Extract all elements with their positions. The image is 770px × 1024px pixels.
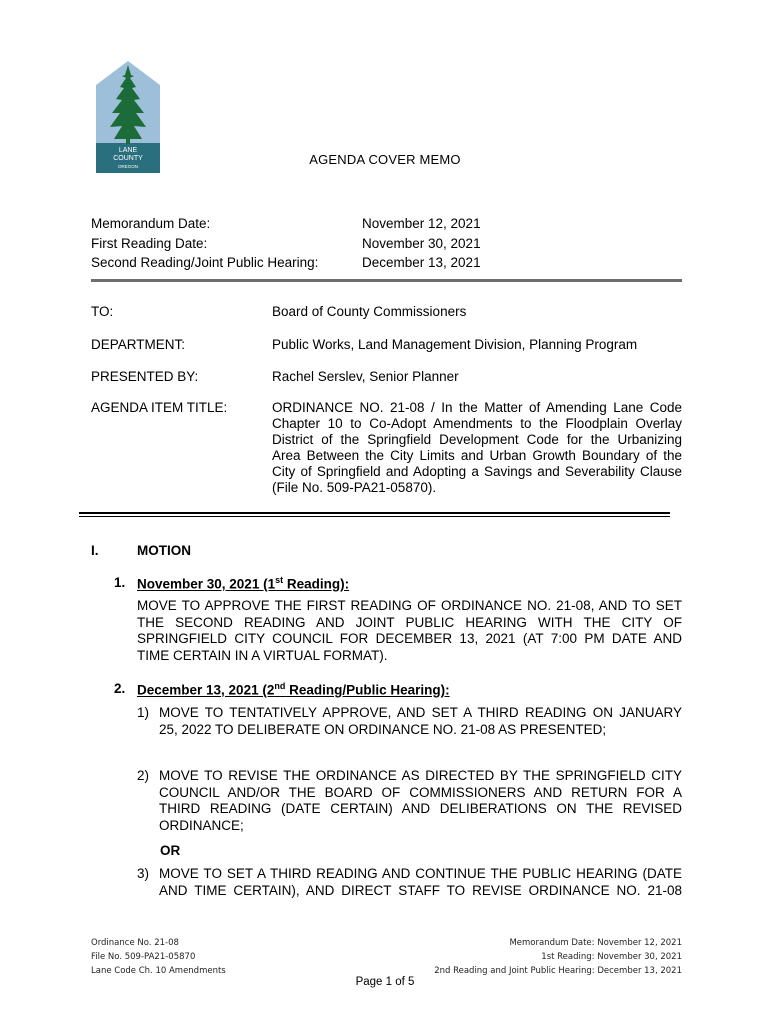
option-1-text xyxy=(159,705,682,738)
motion-2-heading-post: Reading/Public Hearing): xyxy=(285,682,450,698)
logo-text-line3: OREGON xyxy=(117,164,139,169)
option-1-number: 1) xyxy=(137,705,150,720)
motion-2-number: 2. xyxy=(114,681,126,696)
department-value: Public Works, Land Management Division, Planning Program xyxy=(272,337,638,352)
option-3-line: MOVE TO SET A THIRD READING AND CONTINUE THE PUBLIC HEARING (DATE xyxy=(159,866,682,881)
footer-lane-code: Lane Code Ch. 10 Amendments xyxy=(91,966,226,976)
first-reading-date-value: November 30, 2021 xyxy=(362,235,481,251)
agenda-title-line: District of the Springfield Development Code for the Urbanizing xyxy=(272,432,682,447)
section-divider-top xyxy=(79,512,670,514)
first-reading-date-label: First Reading Date: xyxy=(91,235,208,251)
dates-labels xyxy=(91,214,318,273)
header-divider xyxy=(91,279,682,282)
to-label: TO: xyxy=(91,304,114,319)
logo-text-line1: LANE xyxy=(118,147,138,154)
option-3-text xyxy=(159,866,682,899)
agenda-item-title-label: AGENDA ITEM TITLE: xyxy=(91,400,228,415)
memorandum-date-label: Memorandum Date: xyxy=(91,216,211,231)
option-2-number: 2) xyxy=(137,768,150,783)
page-number: Page 1 of 5 xyxy=(355,976,415,988)
option-3-line: AND TIME CERTAIN), AND DIRECT STAFF TO REVISE ORDINANCE NO. 21-08 xyxy=(159,882,682,898)
footer-memo-date: Memorandum Date: November 12, 2021 xyxy=(509,938,682,948)
motion-1-heading-post: Reading): xyxy=(283,576,350,592)
memorandum-date-value: November 12, 2021 xyxy=(362,216,481,231)
option-1-line: MOVE TO TENTATIVELY APPROVE, AND SET A THIRD READING ON JANUARY xyxy=(159,705,682,720)
option-1-line: 25, 2022 TO DELIBERATE ON ORDINANCE NO. 21-08 AS PRESENTED; xyxy=(159,721,607,737)
agenda-title-line: ORDINANCE NO. 21-08 / In the Matter of Amending Lane Code xyxy=(272,400,682,415)
presented-by-value: Rachel Serslev, Senior Planner xyxy=(272,369,459,384)
footer-file-no: File No. 509-PA21-05870 xyxy=(91,952,196,962)
motion-1-heading-sup: st xyxy=(275,575,284,585)
footer-ordinance: Ordinance No. 21-08 xyxy=(91,938,179,948)
option-3-number: 3) xyxy=(137,866,150,881)
motion-2-heading-pre: December 13, 2021 (2 xyxy=(137,682,275,698)
footer-right xyxy=(434,936,682,978)
motion-1-line: TIME CERTAIN IN A VIRTUAL FORMAT). xyxy=(137,647,388,663)
option-2-line: ORDINANCE; xyxy=(159,817,244,833)
option-2-text xyxy=(159,768,682,834)
motion-1-heading-pre: November 30, 2021 (1 xyxy=(137,576,276,592)
dates-values xyxy=(362,214,481,273)
motion-1-line: SPRINGFIELD CITY COUNCIL FOR DECEMBER 13, 2021 (AT 7:00 PM DATE AND xyxy=(137,631,682,646)
section-divider-bottom xyxy=(79,516,670,518)
agenda-title-line: Area Between the City Limits and Urban Growth Boundary of the xyxy=(272,448,682,463)
section-title: MOTION xyxy=(137,543,191,558)
motion-2-heading xyxy=(137,681,450,698)
section-number: I. xyxy=(91,543,99,558)
second-reading-date-value: December 13, 2021 xyxy=(362,255,481,270)
footer-second-reading: 2nd Reading and Joint Public Hearing: December 13, 2021 xyxy=(434,966,682,976)
agenda-title-line: (File No. 509-PA21-05870). xyxy=(272,480,437,495)
agenda-title-line: City of Springfield and Adopting a Savings and Severability Clause xyxy=(272,464,682,479)
footer-left xyxy=(91,936,226,978)
footer-first-reading: 1st Reading: November 30, 2021 xyxy=(541,952,682,962)
option-2-line: MOVE TO REVISE THE ORDINANCE AS DIRECTED BY THE SPRINGFIELD CITY xyxy=(159,768,682,783)
motion-1-text xyxy=(137,598,682,664)
option-2-line: THIRD READING (DATE CERTAIN) AND DELIBERATIONS ON THE REVISED xyxy=(159,801,682,816)
motion-1-heading xyxy=(137,575,349,592)
to-value: Board of County Commissioners xyxy=(272,304,467,319)
agenda-item-title-value xyxy=(272,400,682,496)
option-2-line: COUNCIL AND/OR THE BOARD OF COMMISSIONERS AND RETURN FOR A xyxy=(159,784,682,800)
presented-by-label: PRESENTED BY: xyxy=(91,369,199,384)
department-label: DEPARTMENT: xyxy=(91,337,186,352)
or-separator: OR xyxy=(160,843,181,858)
motion-1-line: MOVE TO APPROVE THE FIRST READING OF ORDINANCE NO. 21-08, AND TO SET xyxy=(137,598,682,613)
motion-2-heading-sup: nd xyxy=(274,681,286,691)
second-reading-date-label: Second Reading/Joint Public Hearing: xyxy=(91,255,319,270)
logo-text-line2: COUNTY xyxy=(113,155,143,162)
motion-1-line: THE SECOND READING AND JOINT PUBLIC HEARING WITH THE CITY OF xyxy=(137,614,682,630)
memo-title: AGENDA COVER MEMO xyxy=(309,152,461,167)
agenda-title-line: Chapter 10 to Co-Adopt Amendments to the Floodplain Overlay xyxy=(272,416,682,431)
motion-1-number: 1. xyxy=(114,575,126,590)
